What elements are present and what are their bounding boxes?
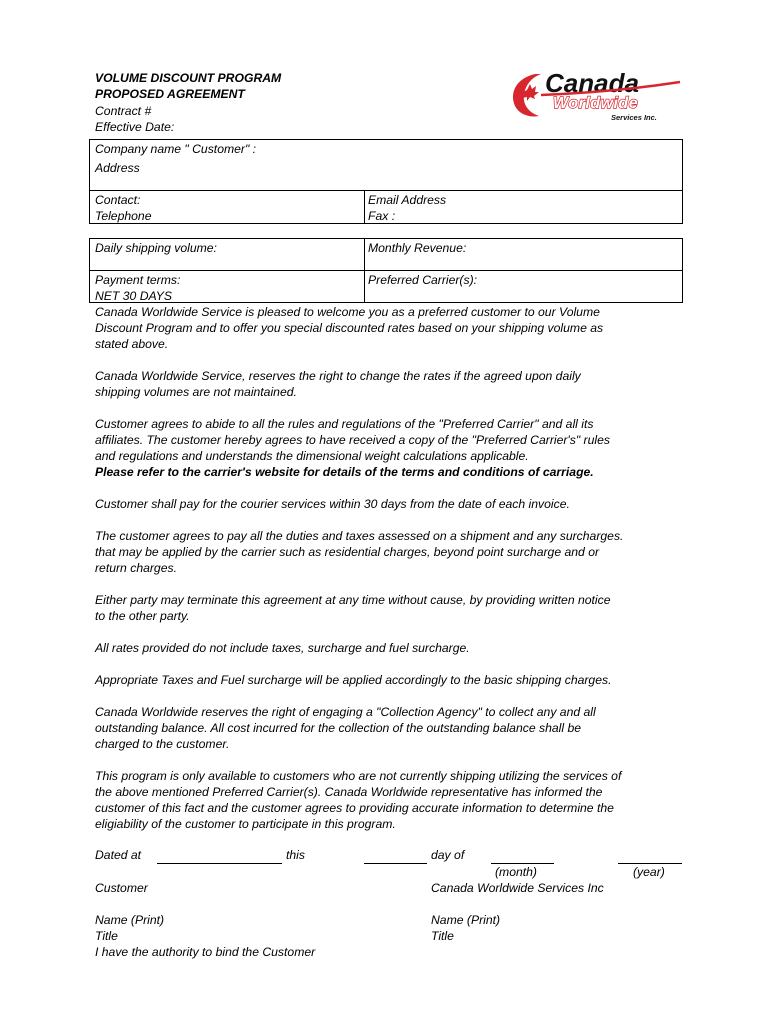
- fax-label: Fax :: [368, 209, 396, 223]
- paragraph-payment: Customer shall pay for the courier services within 30 days from the date of each invoice.: [95, 497, 570, 511]
- effective-date-label: Effective Date:: [95, 119, 175, 134]
- email-address-label: Email Address: [368, 193, 447, 207]
- contract-number-label: Contract #: [95, 103, 152, 118]
- contact-column-divider: [364, 190, 365, 224]
- shipping-column-divider: [364, 238, 365, 303]
- customer-name-print-label: Name (Print): [95, 913, 165, 927]
- month-label: (month): [495, 865, 537, 879]
- agreement-title: PROPOSED AGREEMENT: [95, 87, 245, 102]
- telephone-label: Telephone: [95, 209, 152, 223]
- logo-word-services: Services Inc.: [611, 113, 657, 122]
- year-label: (year): [633, 865, 665, 879]
- this-label: this: [286, 848, 305, 862]
- company-title-label: Title: [431, 929, 454, 943]
- paragraph-rate-change: Canada Worldwide Service, reserves the right to change the rates if the agreed upon daily shipping volumes are not maintained.: [95, 369, 581, 399]
- document-header: [95, 70, 281, 135]
- preferred-carrier-label: Preferred Carrier(s):: [368, 273, 478, 287]
- payment-terms-value: NET 30 DAYS: [95, 289, 172, 303]
- paragraph-carrier-rules: Customer agrees to abide to all the rules and regulations of the "Preferred Carrier" and all its affiliates. The customer hereby agrees to have received a copy of the "Preferred Carrier's" rules and regulations and understands the dimensional weight calculations applicable. Please refer to the carrier's website for details of the terms and conditions of carriage.: [95, 416, 670, 480]
- contact-label: Contact:: [95, 193, 141, 207]
- customer-title-label: Title: [95, 929, 118, 943]
- daily-shipping-volume-label: Daily shipping volume:: [95, 241, 217, 255]
- paragraph-duties: The customer agrees to pay all the duties and taxes assessed on a shipment and any surcharges. that may be applied by the carrier such as residential charges, beyond point surcharge and or return charges.: [95, 529, 624, 575]
- paragraph-welcome: Canada Worldwide Service is pleased to welcome you as a preferred customer to our Volume Discount Program and to offer you special discounted rates based on your shipping volume as stated above.: [95, 305, 604, 351]
- paragraph-termination: Either party may terminate this agreement at any time without cause, by providing written notice to the other party.: [95, 593, 611, 623]
- day-line[interactable]: [364, 863, 427, 864]
- shipping-info-divider: [89, 270, 683, 271]
- customer-signature-label: Customer: [95, 881, 148, 895]
- logo-word-worldwide: Worldwide: [553, 95, 639, 112]
- company-name-label: Company name " Customer" :: [95, 142, 257, 156]
- day-of-label: day of: [431, 848, 465, 862]
- dated-at-line[interactable]: [157, 863, 282, 864]
- logo-word-canada: Canada: [545, 68, 639, 98]
- address-label: Address: [95, 161, 140, 175]
- authority-statement: I have the authority to bind the Customer: [95, 945, 316, 959]
- paragraph-collection: Canada Worldwide reserves the right of engaging a "Collection Agency" to collect any and all outstanding balance. All cost incurred for the collection of the outstanding balance shall be charged to the customer.: [95, 705, 596, 751]
- canada-worldwide-logo: [505, 68, 685, 122]
- paragraph-eligibility: This program is only available to customers who are not currently shipping utilizing the services of the above mentioned Preferred Carrier(s). Canada Worldwide representative has informed the customer of this fact and the customer agrees to providing accurate information to determine the eligiability of the customer to participate in this program.: [95, 769, 622, 831]
- monthly-revenue-label: Monthly Revenue:: [368, 241, 467, 255]
- carrier-website-notice: Please refer to the carrier's website for details of the terms and conditions of carriage.: [95, 465, 594, 479]
- customer-info-divider: [89, 190, 683, 191]
- dated-at-label: Dated at: [95, 848, 142, 862]
- company-name-print-label: Name (Print): [431, 913, 501, 927]
- company-signature-label: Canada Worldwide Services Inc: [431, 881, 604, 895]
- paragraph-taxes: Appropriate Taxes and Fuel surcharge will be applied accordingly to the basic shipping charges.: [95, 673, 612, 687]
- payment-terms-label: Payment terms:: [95, 273, 181, 287]
- program-title: VOLUME DISCOUNT PROGRAM: [95, 71, 282, 85]
- paragraph-rates-exclusion: All rates provided do not include taxes, surcharge and fuel surcharge.: [95, 641, 470, 655]
